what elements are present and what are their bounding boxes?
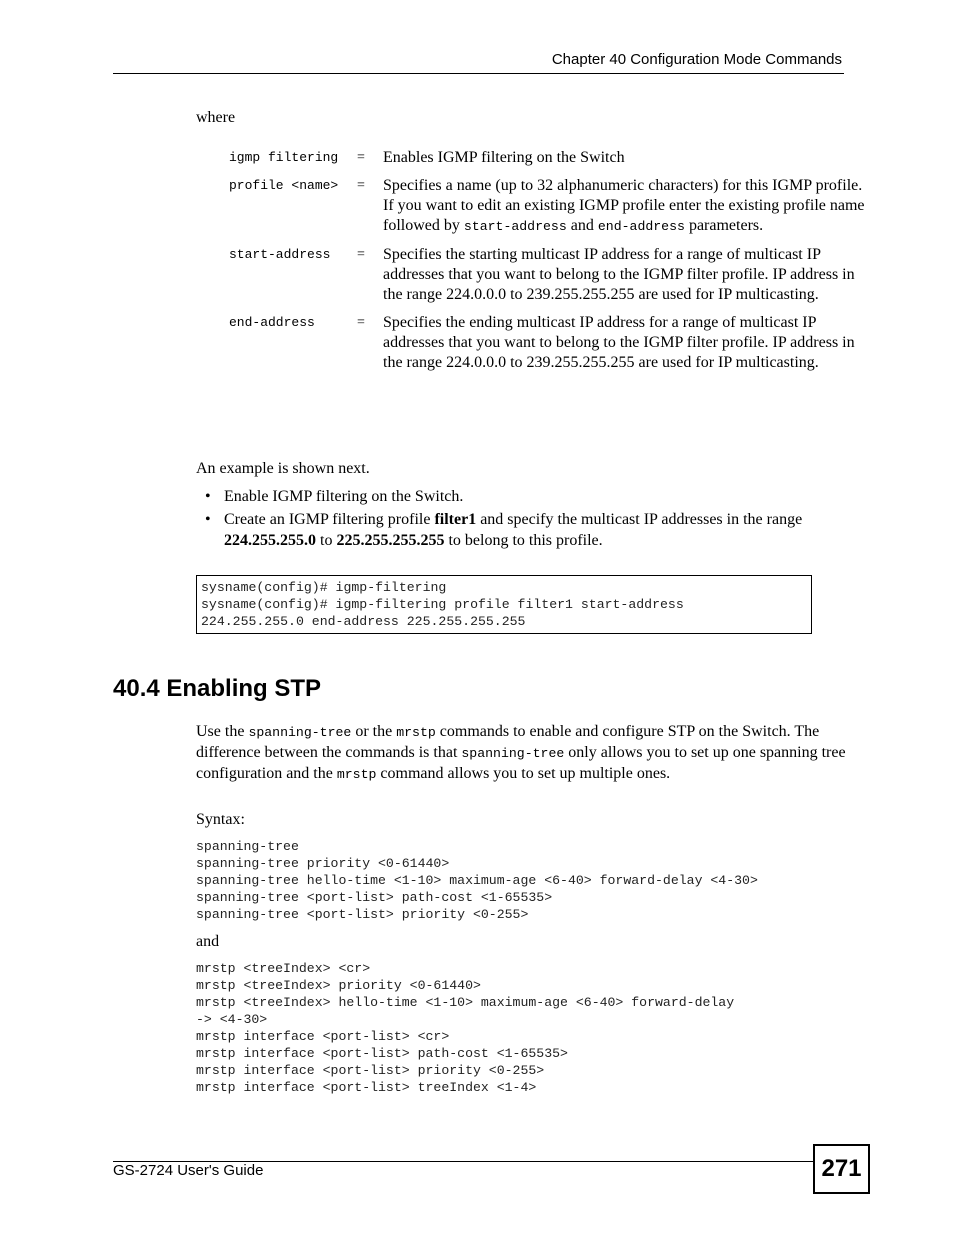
parameter-list [229,148,869,381]
param-term: start-address [229,247,331,262]
bold-text: 224.255.255.0 [224,532,316,549]
inline-code: spanning-tree [248,725,352,740]
footer-guide-title: GS-2724 User's Guide [113,1162,264,1179]
spanning-tree-syntax-code: spanning-tree spanning-tree priority <0-61440> spanning-tree hello-time <1-10> maximum-age <6-40> forward-delay <4-30> spanning-tree <port-list> path-cost <1-65535> spanning-tree <port-list> priority <0-255> [196,839,758,922]
text-run: command allows you to set up multiple ones. [376,765,671,782]
param-equals: = [357,150,365,165]
inline-code: mrstp [336,767,377,782]
bullet-icon: • [205,488,211,505]
param-igmp-filtering [229,148,869,168]
param-equals: = [357,247,365,262]
param-term: igmp filtering [229,150,339,165]
text-run: Enable IGMP filtering on the Switch. [224,488,464,505]
text-run: only allows you to set up one spanning tree configuration and the [196,744,846,782]
page-number: 271 [813,1144,870,1194]
param-desc [383,245,865,305]
list-item [205,509,855,551]
text-run: Create an IGMP filtering profile [224,511,435,528]
param-desc [383,313,865,373]
text-run: or the [351,723,397,740]
section-title: 40.4 Enabling STP [113,675,322,702]
param-desc [383,148,865,168]
example-code-box [196,575,812,634]
inline-code: start-address [463,219,567,234]
inline-code: end-address [597,219,685,234]
mrstp-syntax-code: mrstp <treeIndex> <cr> mrstp <treeIndex> priority <0-61440> mrstp <treeIndex> hello-time <1-10> maximum-age <6-40> forward-delay -> <4-30> mrstp interface <port-list> <cr> mrstp interface <port-list> path-cost <1-65535> mrstp interface <port-list> priority <0-255> mrstp interface <port-list> treeIndex <1-4> [196,961,735,1095]
example-intro: An example is shown next. [196,460,370,477]
bold-text: filter1 [434,511,477,528]
where-label: where [196,109,236,126]
bullet-icon: • [205,511,211,528]
list-item-text [224,511,802,549]
and-label: and [196,933,220,950]
text-run: Specifies the starting multicast IP address for a range of multicast IP addresses that you want to belong to the IGMP filter profile. IP address in the range 224.0.0.0 to 239.255.255.255 are used for IP multicasting. [383,246,855,303]
list-item [205,486,855,507]
list-item-text [224,488,463,505]
text-run: to [316,532,337,549]
param-start-address [229,245,869,305]
stp-intro-paragraph [196,722,846,785]
chapter-header: Chapter 40 Configuration Mode Commands [551,51,842,68]
text-run: to belong to this profile. [444,532,603,549]
inline-code: mrstp [396,725,436,740]
text-run: Specifies a name (up to 32 alphanumeric characters) for this IGMP profile. If you want to edit an existing IGMP profile enter the existing profile name followed by [383,177,865,234]
inline-code: spanning-tree [461,746,565,761]
param-desc [383,176,865,237]
bullet-list [205,486,855,553]
text-run: commands to enable and configure STP on the Switch. The difference between the commands is that [196,723,820,761]
text-run: and specify the multicast IP addresses in the range [476,511,803,528]
text-run: Enables IGMP filtering on the Switch [383,149,625,166]
param-equals: = [357,178,365,193]
text-run: and [566,217,598,234]
param-term: end-address [229,315,315,330]
text-run: parameters. [684,217,764,234]
text-run: Specifies the ending multicast IP address for a range of multicast IP addresses that you want to belong to the IGMP filter profile. IP address in the range 224.0.0.0 to 239.255.255.255 are used for IP multicasting. [383,314,855,371]
param-profile-name [229,176,869,237]
param-end-address [229,313,869,373]
example-code: sysname(config)# igmp-filtering sysname(config)# igmp-filtering profile filter1 start-address 224.255.255.0 end-address 225.255.255.255 [201,580,684,629]
text-run: Use the [196,723,249,740]
header-rule [113,73,844,74]
bold-text: 225.255.255.255 [336,532,445,549]
param-equals: = [357,315,365,330]
syntax-label: Syntax: [196,811,245,828]
param-term: profile <name> [229,178,339,193]
